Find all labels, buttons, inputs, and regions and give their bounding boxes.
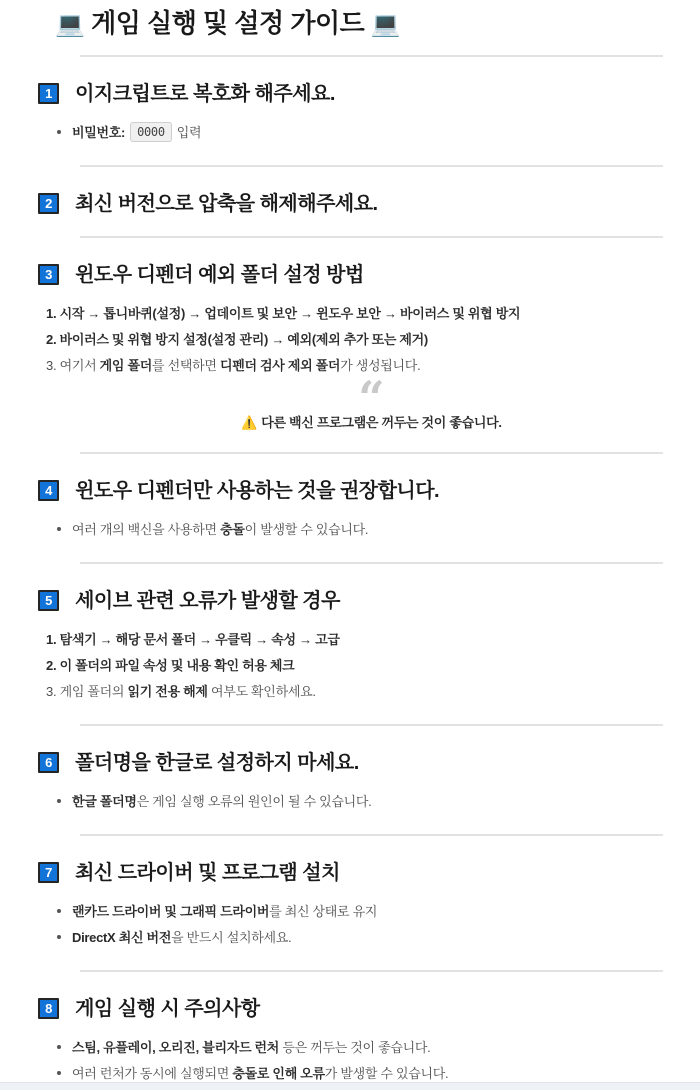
section-title: 최신 드라이버 및 프로그램 설치 [75,862,340,884]
text-segment: 등은 꺼두는 것이 좋습니다. [279,1040,431,1055]
section-number-badge: 3 [38,264,59,285]
divider [80,724,663,726]
section-title: 게임 실행 시 주의사항 [75,998,260,1020]
section-heading [38,860,700,886]
section-heading [38,262,700,288]
divider [80,165,663,167]
text-segment: 여러 런처가 동시에 실행되면 [72,1066,233,1081]
section-heading [38,478,700,504]
text-segment: 를 선택하면 [152,358,220,373]
step-item [46,327,700,353]
section-8 [0,996,700,1087]
text-segment: 여기서 [59,358,100,373]
divider [80,834,663,836]
section-number-badge: 2 [38,193,59,214]
divider [80,236,663,238]
step-item [46,627,700,653]
text-segment: 가 발생할 수 있습니다. [324,1066,449,1081]
section-7 [0,860,700,951]
section-title: 최신 버전으로 압축을 해제해주세요. [75,193,378,215]
bullet-list [57,1035,700,1087]
section-6 [0,750,700,815]
bold-text-segment: 시작 → 톱니바퀴(설정) → 업데이트 및 보안 → 윈도우 보안 → 바이러스 및 위협 방지 [59,306,521,321]
section-number-badge: 6 [38,752,59,773]
bold-text-segment: 충돌로 인해 오류 [232,1066,325,1081]
bold-text-segment: 탐색기 → 해당 문서 폴더 → 우클릭 → 속성 → 고급 [59,632,340,647]
page-title-text: 게임 실행 및 설정 가이드 [91,8,365,38]
bold-text-segment: 랜카드 드라이버 및 그래픽 드라이버 [72,904,270,919]
bold-text-segment: 비밀번호: [72,125,126,140]
section-number-badge: 1 [38,83,59,104]
bullet-list [57,899,700,951]
section-heading [38,81,700,107]
steps-list [46,627,700,705]
text-segment: 입력 [176,125,202,140]
section-number-badge: 5 [38,590,59,611]
bullet-item [57,517,700,543]
section-1 [0,81,700,146]
text-segment: 을 반드시 설치하세요. [171,930,292,945]
laptop-icon: 💻 [55,11,85,38]
section-5 [0,588,700,705]
bullet-item [57,120,700,146]
bold-text-segment: DirectX 최신 버전 [72,930,172,945]
bullet-list [57,517,700,543]
section-number-badge: 4 [38,480,59,501]
bold-text-segment: 스팀, 유플레이, 오리진, 블리자드 런처 [72,1040,280,1055]
quote-mark-icon: “ [358,371,385,425]
section-title: 윈도우 디펜더만 사용하는 것을 권장합니다. [75,480,440,502]
bullet-item [57,1035,700,1061]
text-segment: 은 게임 실행 오류의 원인이 될 수 있습니다. [136,794,372,809]
section-heading [38,191,700,217]
quote-warning-text: 다른 백신 프로그램은 꺼두는 것이 좋습니다. [261,415,502,430]
step-item [46,679,700,705]
bullet-list [57,120,700,146]
laptop-icon: 💻 [370,11,401,38]
bullet-item [57,925,700,951]
text-segment: 게임 폴더의 [59,684,128,699]
bold-text-segment: 충돌 [220,522,245,537]
section-2 [0,191,700,217]
text-segment: 를 최신 상태로 유지 [269,904,378,919]
section-title: 이지크립트로 복호화 해주세요. [75,83,335,105]
section-number-badge: 8 [38,998,59,1019]
bold-text-segment: 한글 폴더명 [72,794,137,809]
bold-text-segment: 읽기 전용 해제 [127,684,208,699]
step-item [46,301,700,327]
text-segment: 여러 개의 백신을 사용하면 [72,522,221,537]
section-4 [0,478,700,543]
text-segment: 이 발생할 수 있습니다. [244,522,369,537]
section-title: 윈도우 디펜더 예외 폴더 설정 방법 [75,264,364,286]
bullet-item [57,899,700,925]
bullet-list [57,789,700,815]
text-segment: 가 생성됩니다. [340,358,421,373]
quote-text [80,413,663,433]
page-title [55,6,700,42]
divider [80,55,663,57]
section-heading [38,996,700,1022]
section-heading [38,588,700,614]
bold-text-segment: 디펜더 검사 제외 폴더 [219,358,341,373]
divider [80,970,663,972]
bold-text-segment: 이 폴더의 파일 속성 및 내용 확인 허용 체크 [59,658,295,673]
section-number-badge: 7 [38,862,59,883]
quote-block [80,371,663,433]
warning-icon: ⚠️ [241,415,258,430]
text-segment: 여부도 확인하세요. [207,684,316,699]
bold-text-segment: 게임 폴더 [99,358,153,373]
divider [80,562,663,564]
section-heading [38,750,700,776]
section-3 [0,262,700,433]
section-title: 세이브 관련 오류가 발생할 경우 [75,590,340,612]
section-title: 폴더명을 한글로 설정하지 마세요. [75,752,359,774]
bottom-strip [0,1082,700,1090]
steps-list [46,301,700,379]
step-item [46,653,700,679]
bullet-item [57,789,700,815]
bold-text-segment: 바이러스 및 위협 방지 설정(설정 관리) → 예외(제외 추가 또는 제거) [59,332,428,347]
code-chip: 0000 [130,122,172,142]
divider [80,452,663,454]
